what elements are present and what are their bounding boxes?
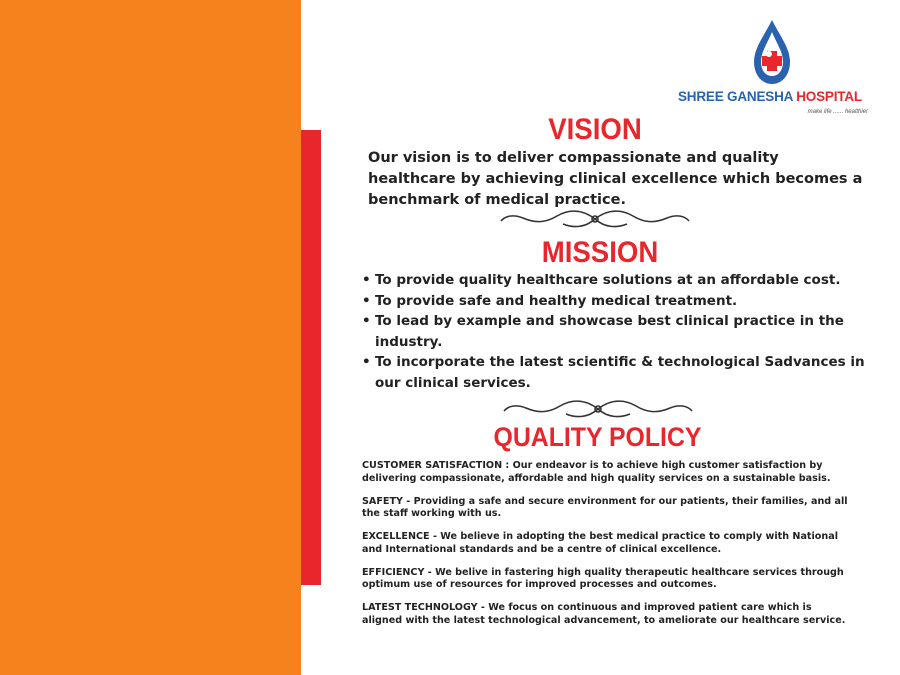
policy-item: LATEST TECHNOLOGY - We focus on continuous and improved patient care which is aligned with the latest technological advancement, to ameliorate our healthcare service. <box>362 602 846 626</box>
mission-heading: MISSION <box>541 236 659 269</box>
red-accent-bar <box>301 130 321 585</box>
mission-item-text: To incorporate the latest scientific & technological Sadvances in our clinical services. <box>375 354 865 391</box>
droplet-cross-icon <box>750 18 794 88</box>
mission-item-text: To lead by example and showcase best clinical practice in the industry. <box>375 313 844 350</box>
bullet-dot: • <box>362 272 371 288</box>
policy-item: EFFICIENCY - We belive in fastering high quality therapeutic healthcare services through optimum use of resources for improved processes and outcomes. <box>362 566 844 590</box>
mission-item <box>362 311 882 352</box>
mission-item-text: To provide safe and healthy medical treatment. <box>375 292 738 309</box>
hospital-logo <box>668 14 878 124</box>
mission-item-text: To provide quality healthcare solutions at an affordable cost. <box>375 272 841 288</box>
hospital-name <box>678 89 862 104</box>
orange-side-panel <box>0 0 301 675</box>
vision-text: Our vision is to deliver compassionate and quality healthcare by achieving clinical excellence which becomes a benchmark of medical practice. <box>368 150 863 208</box>
mission-item <box>362 291 882 312</box>
mission-item <box>362 352 882 393</box>
vision-heading: VISION <box>548 113 642 146</box>
quality-policy-list <box>362 460 852 638</box>
policy-item: CUSTOMER SATISFACTION : Our endeavor is to achieve high customer satisfaction by delivering compassionate, affordable and high quality services on a sustainable basis. <box>362 460 831 484</box>
hospital-tagline: make life ...... healthier <box>807 109 868 115</box>
hospital-name-main: SHREE GANESHA <box>678 89 797 104</box>
policy-item: EXCELLENCE - We believe in adopting the best medical practice to comply with National and International standards and be a centre of clinical excellence. <box>362 531 838 555</box>
mission-item <box>362 270 882 291</box>
divider-flourish <box>497 206 693 232</box>
divider-flourish <box>500 396 696 422</box>
mission-list <box>362 270 882 393</box>
hospital-name-accent: HOSPITAL <box>796 89 862 104</box>
bullet-dot: • <box>362 354 371 370</box>
policy-item: SAFETY - Providing a safe and secure environment for our patients, their families, and all the staff working with us. <box>362 495 848 519</box>
bullet-dot: • <box>362 313 371 329</box>
bullet-dot: • <box>362 292 371 309</box>
quality-policy-heading: QUALITY POLICY <box>493 422 702 452</box>
